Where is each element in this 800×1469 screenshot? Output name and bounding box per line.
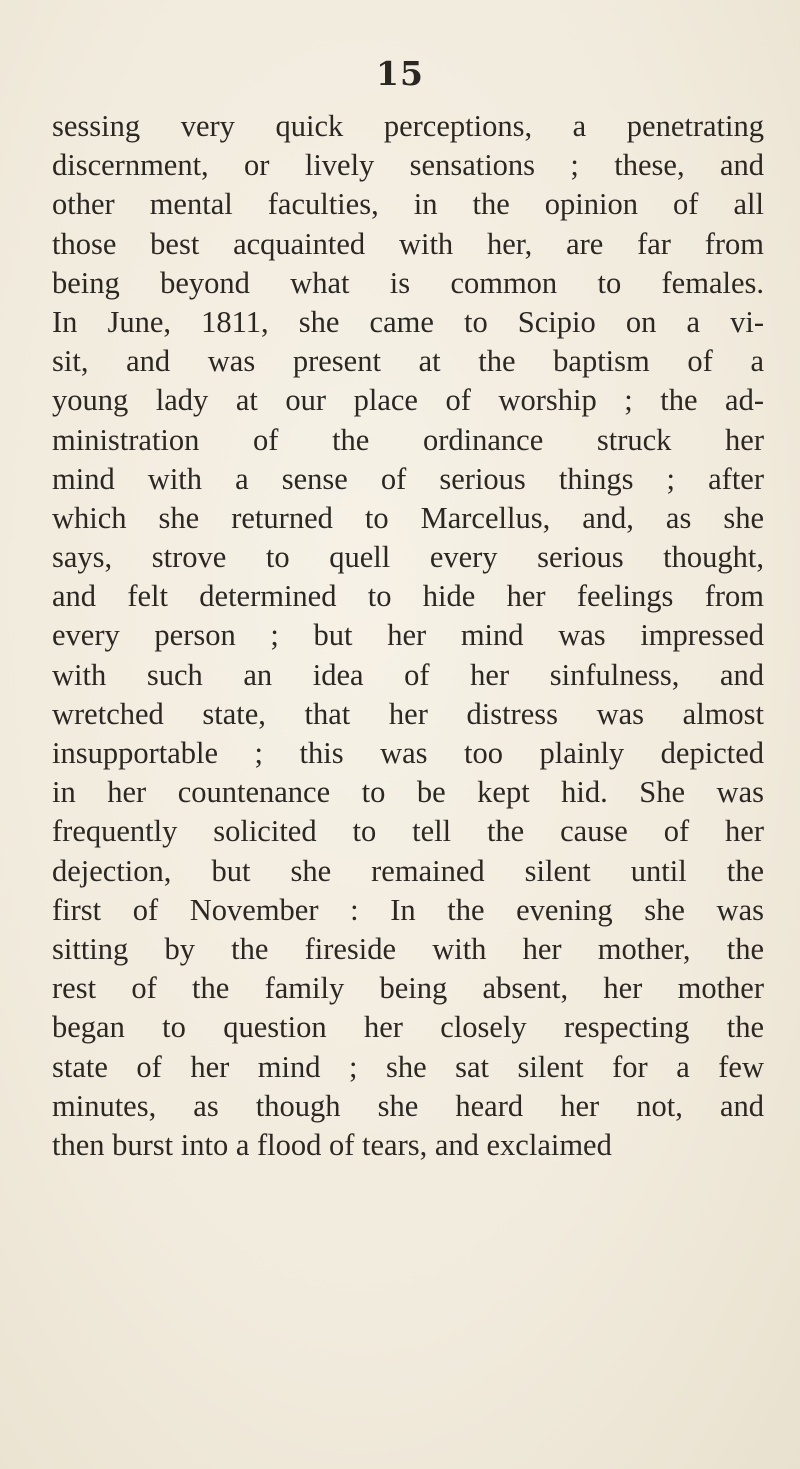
text-line: sit, and was present at the baptism of a	[52, 344, 764, 379]
text-line: insupportable ; this was too plainly depicted	[52, 736, 764, 770]
text-line: says, strove to quell every serious thought,	[52, 540, 764, 575]
text-line: other mental faculties, in the opinion of all	[52, 187, 764, 222]
text-line: dejection, but she remained silent until the	[52, 853, 764, 888]
body-text	[52, 107, 764, 1165]
text-line: rest of the family being absent, her mother	[52, 971, 764, 1006]
text-line: which she returned to Marcellus, and, as she	[52, 500, 764, 535]
text-line: In June, 1811, she came to Scipio on a vi-	[52, 304, 764, 339]
text-line: frequently solicited to tell the cause of her	[52, 814, 764, 849]
text-line: being beyond what is common to females.	[52, 265, 764, 300]
text-line: those best acquainted with her, are far from	[52, 226, 764, 261]
text-line: first of November : In the evening she was	[52, 892, 764, 927]
text-line: discernment, or lively sensations ; these, and	[52, 148, 764, 183]
text-line: began to question her closely respecting the	[52, 1010, 764, 1045]
text-line: ministration of the ordinance struck her	[52, 422, 764, 457]
text-line: wretched state, that her distress was almost	[52, 696, 764, 731]
text-line: every person ; but her mind was impressed	[52, 618, 764, 653]
text-line: with such an idea of her sinfulness, and	[52, 657, 764, 692]
text-line: mind with a sense of serious things ; after	[52, 461, 764, 496]
text-line: minutes, as though she heard her not, and	[52, 1088, 764, 1123]
text-line: young lady at our place of worship ; the ad-	[52, 383, 764, 418]
text-line: in her countenance to be kept hid. She was	[52, 775, 764, 810]
text-line: and felt determined to hide her feelings from	[52, 579, 764, 614]
text-line: then burst into a flood of tears, and exclaimed	[52, 1127, 612, 1162]
text-line: sitting by the fireside with her mother, the	[52, 931, 764, 966]
text-line: state of her mind ; she sat silent for a few	[52, 1049, 764, 1084]
page-number: 15	[376, 54, 424, 93]
text-line: sessing very quick perceptions, a penetrating	[52, 109, 764, 143]
